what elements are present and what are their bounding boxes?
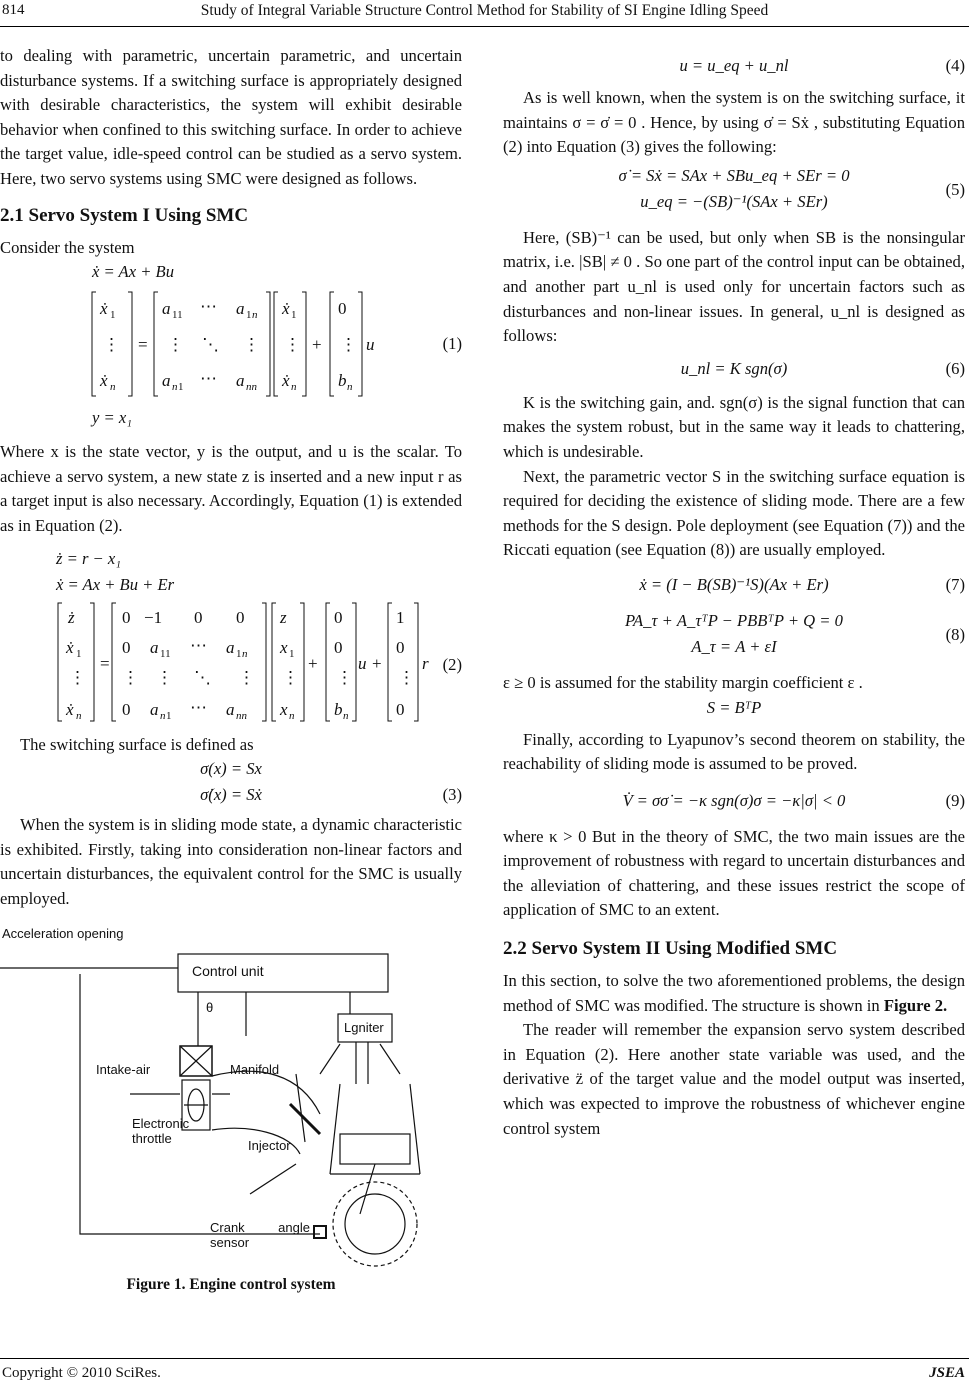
svg-text:⋮: ⋮ [284, 335, 301, 355]
svg-text:+: + [312, 335, 322, 355]
svg-text:ẋ: ẋ [282, 299, 290, 319]
svg-text:a: a [150, 699, 159, 719]
figure-caption: Figure 1. Engine control system [126, 1275, 336, 1293]
paragraph: Consider the system [0, 237, 135, 257]
svg-text:1: 1 [291, 309, 297, 322]
copyright: Copyright © 2010 SciRes. [2, 1365, 161, 1381]
paragraph: The reader will remember the expansion servo system described in Equation (2). Here another state variable was used, and the derivative z̈ of the target value and the model output was inserted, which was expected to improve the robustness of whichever engine control system [503, 1020, 965, 1138]
equation-1-matrix [0, 286, 462, 404]
svg-text:n: n [289, 709, 295, 722]
equation-9: V̇ = σσ̇ = −κ sgn(σ)σ = −κ|σ| < 0 (9) [503, 789, 965, 819]
svg-text:nn: nn [246, 381, 257, 394]
svg-text:⋯: ⋯ [190, 635, 207, 655]
equation-number: (1) [442, 334, 462, 354]
svg-text:⋮: ⋮ [238, 667, 255, 687]
equation-number: (6) [945, 358, 965, 378]
svg-text:⋮: ⋮ [398, 667, 415, 687]
svg-text:ẋ: ẋ [66, 637, 74, 657]
equation-5-line-a: σ̇ = Sẋ = SAx + SBu_eq + SEr = 0 [618, 165, 850, 185]
paragraph: Here, (SB)⁻¹ can be used, but only when SB is the nonsingular matrix, i.e. |SB| ≠ 0 . So one part of the control input can be obtained, and another part u_nl is used only for uncertain factors such as disturbances and non-linear issues. In general, u_nl is designed as follows: [503, 227, 965, 346]
svg-text:=: = [138, 335, 148, 355]
label-acceleration-opening: Acceleration opening [2, 925, 124, 941]
svg-text:ż: ż [68, 607, 75, 627]
svg-text:a: a [226, 699, 235, 719]
label-injector: Injector [248, 1137, 291, 1153]
figure-reference[interactable]: Figure 2. [883, 995, 948, 1015]
paragraph: where κ > 0 But in the theory of SMC, the two main issues are the improvement of robustness with regard to uncertain disturbances and the alleviation of chattering, and these issues restrict the scope of application of SMC to an extent. [503, 826, 965, 920]
equation-8-line-a: PA_τ + A_τᵀP − PBBᵀP + Q = 0 [625, 610, 843, 630]
equation-number: (8) [945, 624, 965, 644]
figure-1 [0, 924, 462, 1269]
matrix-equation-2 [0, 599, 462, 727]
svg-text:a: a [236, 371, 245, 391]
label-lgniter: Lgniter [344, 1019, 384, 1035]
svg-text:⋯: ⋯ [190, 697, 207, 717]
svg-text:n: n [110, 381, 116, 394]
svg-text:n: n [76, 709, 82, 722]
svg-text:n: n [347, 381, 353, 394]
svg-text:a: a [162, 371, 171, 391]
page-header [0, 0, 969, 27]
svg-text:⋱: ⋱ [202, 335, 219, 355]
label-electronic-throttle: Electronic throttle [132, 1115, 190, 1146]
label-intake-air: Intake-air [96, 1061, 151, 1077]
svg-text:n: n [172, 381, 178, 394]
journal-name: JSEA [929, 1365, 965, 1381]
svg-text:a: a [150, 637, 159, 657]
svg-text:u: u [358, 653, 367, 673]
svg-text:+: + [372, 653, 382, 673]
svg-text:⋮: ⋮ [156, 667, 173, 687]
equation-4: u = u_eq + u_nl (4) [503, 54, 965, 80]
paragraph: As is well known, when the system is on the switching surface, it maintains σ = σ̇ = 0 . Hence, by using σ̇ = Sẋ , substituting Equation (2) into Equation (3) gives the following: [503, 88, 965, 157]
svg-text:0: 0 [236, 607, 245, 627]
label-theta: θ [206, 999, 214, 1015]
matrix-equation-1 [0, 286, 462, 404]
svg-text:⋱: ⋱ [194, 667, 211, 687]
equation-6: u_nl = K sgn(σ) (6) [503, 357, 965, 383]
paragraph: When the system is in sliding mode state, a dynamic characteristic is exhibited. Firstly, taking into consideration non-linear factors and uncertain disturbances, the equivalent control for the SMC is usually employed. [0, 815, 462, 908]
svg-text:a: a [162, 299, 171, 319]
svg-text:⋮: ⋮ [340, 335, 357, 355]
svg-text:0: 0 [122, 699, 131, 719]
paragraph: Where x is the state vector, y is the output, and u is the scalar. To achieve a servo system, a new state z is inserted and a new input r as a target input is also necessary. Accordingly, Equation (1) is extended as in Equation (2). [0, 442, 462, 535]
running-title: Study of Integral Variable Structure Control Method for Stability of SI Engine Idling Speed [200, 2, 769, 19]
svg-text:11: 11 [160, 647, 171, 660]
svg-text:b: b [338, 371, 347, 391]
svg-text:⋮: ⋮ [122, 667, 139, 687]
svg-text:r: r [422, 653, 429, 673]
svg-text:0: 0 [396, 637, 405, 657]
svg-text:=: = [100, 653, 110, 673]
label-control-unit: Control unit [192, 962, 264, 979]
paragraph: In this section, to solve the two aforementioned problems, the design method of SMC was modified. The structure is shown in Figure 2. [503, 971, 965, 1015]
equation-number: (3) [442, 785, 462, 805]
svg-text:nn: nn [236, 709, 247, 722]
svg-text:1: 1 [166, 709, 172, 722]
label-crank-angle-sensor: Crank angle sensor [210, 1219, 310, 1250]
svg-text:n: n [291, 381, 297, 394]
svg-text:+: + [308, 653, 318, 673]
svg-text:1: 1 [76, 647, 82, 660]
svg-text:b: b [334, 699, 343, 719]
equation-1-line-a: ẋ = Ax + Bu [92, 262, 174, 282]
equation-1-line-c: y = x₁ [92, 408, 132, 428]
svg-text:x: x [280, 637, 288, 657]
page-footer [0, 1358, 969, 1385]
svg-text:0: 0 [396, 699, 405, 719]
svg-text:1: 1 [246, 309, 252, 322]
svg-text:1: 1 [110, 309, 116, 322]
equation-7: ẋ = (I − B(SB)⁻¹S)(Ax + Er) (7) [503, 573, 965, 599]
svg-text:1: 1 [396, 607, 405, 627]
equation-number: (4) [945, 56, 965, 75]
svg-text:⋮: ⋮ [69, 667, 86, 687]
svg-text:ẋ: ẋ [282, 371, 290, 391]
paragraph: Next, the parametric vector S in the switching surface equation is required for deciding the existence of sliding mode. There are a few methods for the S design. Pole deployment (see Equation (7)) and the Riccati equation (see Equation (8)) are usually employed. [503, 466, 965, 560]
svg-text:0: 0 [338, 299, 347, 319]
svg-text:a: a [226, 637, 235, 657]
svg-text:⋯: ⋯ [200, 297, 217, 317]
svg-text:n: n [252, 309, 258, 322]
svg-text:n: n [343, 709, 349, 722]
equation-3-line-a: σ(x) = Sx [200, 759, 262, 779]
equation-5-line-b: u_eq = −(SB)⁻¹(SAx + SEr) (5) [640, 179, 965, 211]
equation-8-line-b: A_τ = A + εI (8) [691, 624, 965, 656]
svg-text:n: n [242, 647, 248, 660]
svg-text:⋮: ⋮ [336, 667, 353, 687]
svg-text:ẋ: ẋ [100, 299, 108, 319]
svg-text:⋮: ⋮ [243, 335, 260, 355]
svg-text:1: 1 [236, 647, 242, 660]
svg-text:0: 0 [334, 607, 343, 627]
svg-text:0: 0 [334, 637, 343, 657]
svg-text:ẋ: ẋ [66, 699, 74, 719]
svg-text:u: u [366, 335, 375, 355]
svg-text:⋮: ⋮ [282, 667, 299, 687]
section-heading: 2.2 Servo System II Using Modified SMC [503, 938, 838, 960]
svg-text:⋮: ⋮ [103, 335, 120, 355]
section-heading: 2.1 Servo System I Using SMC [0, 204, 249, 226]
svg-text:n: n [160, 709, 166, 722]
svg-text:⋮: ⋮ [167, 335, 184, 355]
paragraph: to dealing with parametric, uncertain parametric, and uncertain disturbance systems. If a switching surface is appropriately designed with desirable characteristics, the system will exhibit desirable behavior when confined to this switching surface. In order to achieve the target value, idle-speed control can be studied as a servo system. Here, two servo systems using SMC were designed as follows. [0, 46, 462, 188]
equation-number: (5) [945, 179, 965, 199]
left-column [0, 44, 462, 1297]
equation-2-line-b: ẋ = Ax + Bu + Er [56, 574, 175, 594]
page-number: 814 [2, 2, 25, 18]
equation-number: (9) [945, 790, 965, 810]
equation-2-line-a: ż = r − x₁ [56, 548, 122, 568]
equation-s: S = BᵀP [706, 697, 762, 717]
svg-text:−1: −1 [144, 607, 163, 627]
svg-text:11: 11 [172, 309, 183, 322]
right-column [503, 44, 965, 1141]
svg-text:0: 0 [122, 607, 131, 627]
equation-3-line-b: σ̇(x) = Sẋ (3) [0, 783, 462, 809]
paragraph: K is the switching gain, and. sgn(σ) is the signal function that can makes the system robust, but in the same way it leads to chattering, which is undesirable. [503, 392, 965, 461]
svg-text:x: x [280, 699, 288, 719]
svg-text:0: 0 [122, 637, 131, 657]
svg-text:1: 1 [289, 647, 295, 660]
svg-text:z: z [280, 607, 287, 627]
svg-text:ẋ: ẋ [100, 371, 108, 391]
equation-2-matrix [0, 599, 462, 727]
label-manifold: Manifold [230, 1061, 280, 1077]
paragraph: ε ≥ 0 is assumed for the stability margin coefficient ε . [503, 672, 863, 692]
equation-number: (2) [442, 654, 462, 674]
svg-text:1: 1 [178, 381, 184, 394]
svg-text:⋯: ⋯ [200, 369, 217, 389]
paragraph: The switching surface is defined as [20, 734, 254, 754]
svg-text:0: 0 [194, 607, 203, 627]
svg-text:a: a [236, 299, 245, 319]
equation-number: (7) [945, 574, 965, 594]
paragraph: Finally, according to Lyapunov’s second theorem on stability, the reachability of sliding mode is assumed to be proved. [503, 729, 965, 774]
